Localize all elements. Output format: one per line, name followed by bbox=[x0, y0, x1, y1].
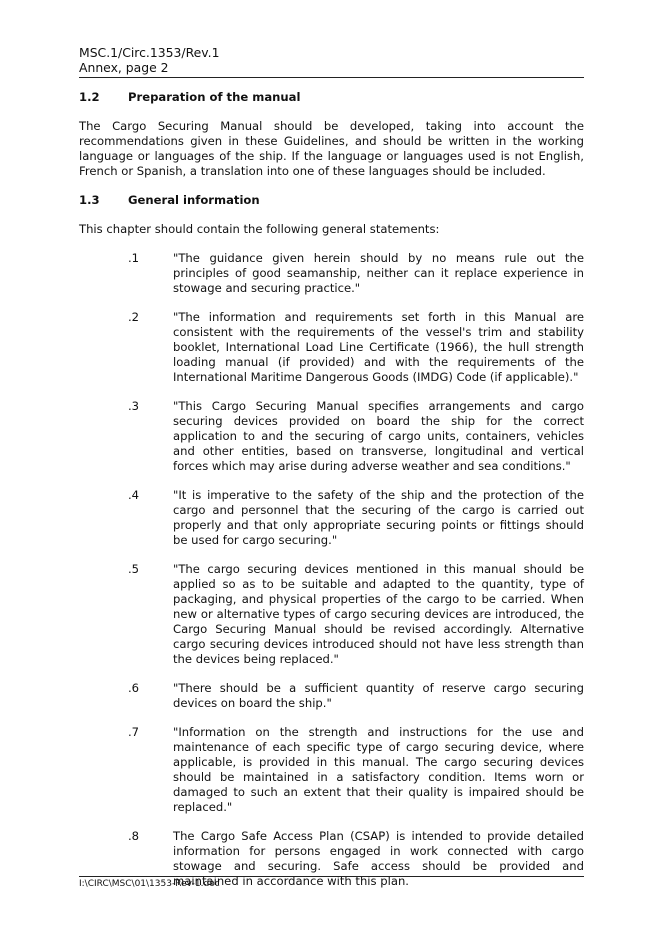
list-item-text: "The guidance given herein should by no means rule out the principles of good seamanship, neither can it replace experience in stowage and securing practice." bbox=[173, 251, 584, 295]
list-item bbox=[79, 310, 584, 385]
list-item-number: .4 bbox=[128, 488, 140, 502]
list-item-number: .2 bbox=[128, 310, 140, 324]
list-item-text: "There should be a sufficient quantity of reserve cargo securing devices on board the ship." bbox=[173, 681, 584, 710]
list-item-number: .3 bbox=[128, 399, 140, 413]
list-item bbox=[79, 681, 584, 711]
section-number: 1.3 bbox=[79, 193, 100, 207]
page-header bbox=[79, 45, 584, 78]
list-item-text: "The information and requirements set forth in this Manual are consistent with the requirements of the vessel's trim and stability booklet, International Load Line Certificate (1966), the hull strength loading manual (if provided) and with the requirements of the International Maritime Dangerous Goods (IMDG) Code (if applicable)." bbox=[173, 310, 584, 384]
document-body bbox=[79, 90, 584, 903]
list-item-number: .7 bbox=[128, 725, 140, 739]
list-item-text: "This Cargo Securing Manual specifies arrangements and cargo securing devices provided on board the ship for the correct application to and the securing of cargo units, containers, vehicles and other entities, based on transverse, longitudinal and vertical forces which may arise during adverse weather and sea conditions." bbox=[173, 399, 584, 473]
list-item bbox=[79, 488, 584, 548]
list-item-number: .1 bbox=[128, 251, 140, 265]
section-number: 1.2 bbox=[79, 90, 100, 104]
list-item-text: "The cargo securing devices mentioned in this manual should be applied so as to be suitable and adapted to the quantity, type of packaging, and physical properties of the cargo to be carried. When new or alternative types of cargo securing devices are introduced, the Cargo Securing Manual should be revised accordingly. Alternative cargo securing devices introduced should not have less strength than the devices being replaced." bbox=[173, 562, 584, 666]
section-paragraph-1-2: The Cargo Securing Manual should be developed, taking into account the recommendations given in these Guidelines, and should be written in the working language or languages of the ship. If the language or languages used is not English, French or Spanish, a translation into one of these languages should be included. bbox=[79, 119, 584, 178]
list-item-number: .6 bbox=[128, 681, 140, 695]
list-item-text: The Cargo Safe Access Plan (CSAP) is intended to provide detailed information for persons engaged in work connected with cargo stowage and securing. Safe access should be provided and maintained in accordance with this plan. bbox=[173, 829, 584, 888]
document-reference: MSC.1/Circ.1353/Rev.1 bbox=[79, 45, 220, 60]
section-heading-1-2 bbox=[79, 90, 584, 105]
file-path: I:\CIRC\MSC\01\1353-Rev-1.doc bbox=[79, 879, 220, 889]
annex-page-label: Annex, page 2 bbox=[79, 60, 169, 75]
list-item-text: "It is imperative to the safety of the ship and the protection of the cargo and personnel that the securing of the cargo is carried out properly and that only appropriate securing points or fittings should be used for cargo securing." bbox=[173, 488, 584, 547]
page-footer bbox=[79, 876, 584, 890]
section-title: Preparation of the manual bbox=[128, 90, 301, 104]
list-item-number: .5 bbox=[128, 562, 140, 576]
section-title: General information bbox=[128, 193, 260, 207]
list-item bbox=[79, 251, 584, 296]
list-item bbox=[79, 399, 584, 474]
document-page bbox=[79, 0, 584, 936]
list-item bbox=[79, 562, 584, 667]
section-heading-1-3 bbox=[79, 193, 584, 208]
list-item-text: "Information on the strength and instructions for the use and maintenance of each specific type of cargo securing device, where applicable, is provided in this manual. The cargo securing devices should be maintained in a satisfactory condition. Items worn or damaged to such an extent that their quality is impaired should be replaced." bbox=[173, 725, 584, 814]
list-item-number: .8 bbox=[128, 829, 140, 843]
list-item bbox=[79, 725, 584, 815]
section-intro-1-3: This chapter should contain the following general statements: bbox=[79, 222, 440, 236]
